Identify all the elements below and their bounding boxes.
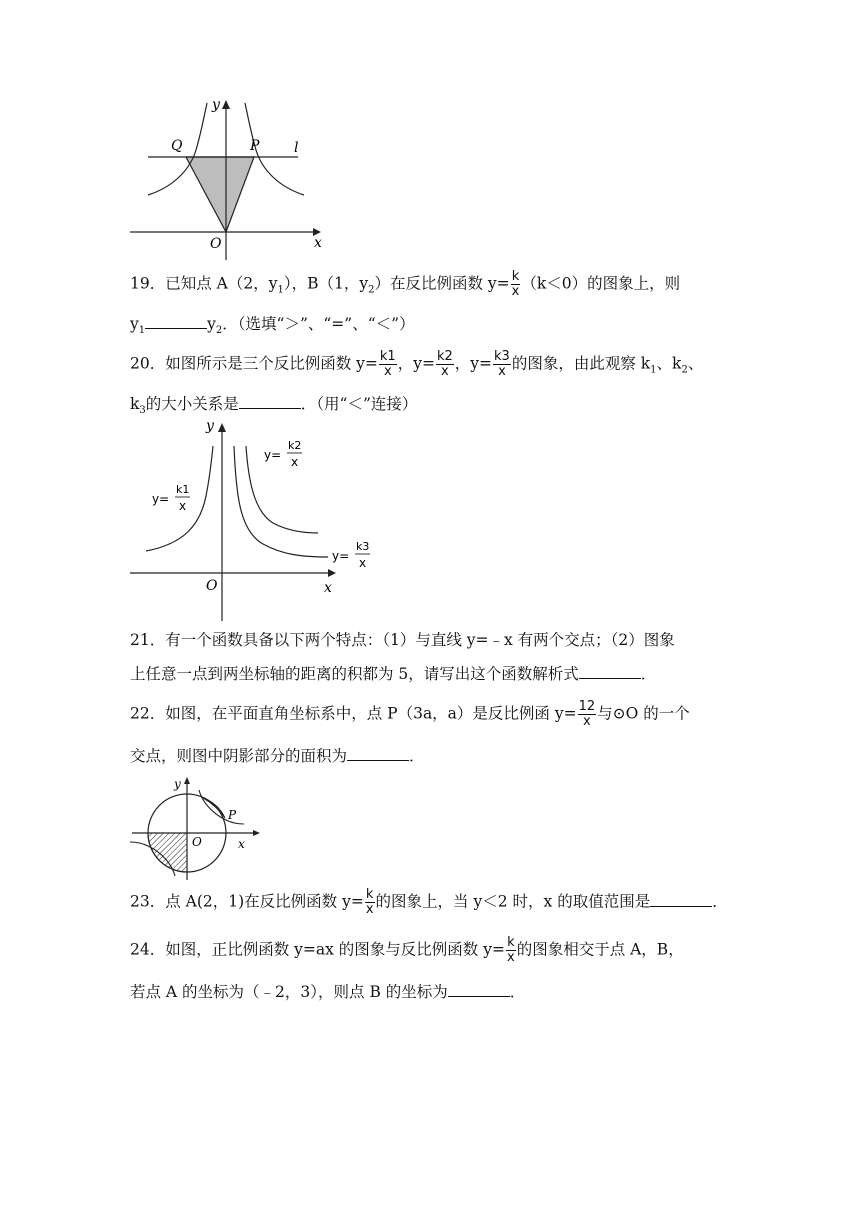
label-x: x [314,235,322,251]
q20-text: k [130,395,140,413]
fraction-k2-over-x: $\frac{k2}{x}$ [436,349,453,379]
q24-text: ． [509,983,526,1001]
q20-text: ，y= [454,354,493,373]
shaded-triangle [186,157,254,232]
q19-text: ）在反比例函数 y= [374,274,510,293]
x-axis-arrow [253,830,260,836]
q21-text: 上任意一点到两坐标轴的距离的积都为 5，请写出这个函数解析式 [130,665,579,683]
label-l: l [294,140,299,156]
fraction-k1-over-x: $\frac{k1}{x}$ [379,349,396,379]
curve-k3 [234,446,328,557]
question-22-line-1 [130,700,690,729]
label-o: O [210,236,222,252]
label-k2-x: x [291,455,299,469]
q22-text: 与⊙O 的一个 [597,704,690,723]
curve-k2 [246,446,318,533]
q21-text: 21．有一个函数具备以下两个特点：（1）与直线 y=﹣x 有两个交点；（2）图象 [130,631,675,649]
q20-text: 的图象，由此观察 k [511,354,651,373]
answer-blank[interactable] [579,662,641,679]
question-21-line-2 [130,662,656,686]
answer-blank[interactable] [239,392,301,409]
question-19-line-1 [130,270,680,303]
answer-blank[interactable] [347,744,409,761]
q20-sub: 2 [681,364,688,376]
q20-sub: 1 [650,364,657,376]
q23-text: 23．点 A(2，1)在反比例函数 y= [130,892,364,911]
q23-text: ． [712,892,728,911]
y-axis-arrow [184,777,190,784]
q19-text: （k＜0）的图象上，则 [521,274,681,293]
question-20-line-1 [130,350,703,383]
hyperbola-first-quadrant [199,790,244,824]
answer-blank[interactable] [448,980,510,997]
q19-sub: 2 [368,284,375,296]
q19-sub: 1 [277,284,284,296]
q19-text: 19．已知点 A（2，y [130,274,278,293]
question-24-line-2 [130,980,525,1004]
y-axis-arrow [222,100,230,109]
question-22-line-2 [130,744,425,768]
label-k3-x: x [359,556,367,570]
q19-text: ），B（1，y [283,274,369,293]
fraction-k-over-x: $\frac{k}{x}$ [365,887,374,917]
label-y: y [174,777,181,791]
q19-text: ．（选填“＞”、“=”、“＜”） [222,315,415,333]
label-p: P [250,138,260,154]
label-x: x [238,837,245,851]
q20-text: 20．如图所示是三个反比例函数 y= [130,354,378,373]
question-24-line-1 [130,936,684,965]
label-y-eq-2: y= [264,448,282,462]
q24-text: 若点 A 的坐标为（﹣2，3），则点 B 的坐标为 [130,983,448,1001]
y-axis-arrow [218,423,226,432]
q22-text: ． [409,747,425,765]
fraction-k3-over-x: $\frac{k3}{x}$ [494,349,510,379]
figure-hyperbola-triangle [128,95,338,265]
label-o: O [192,835,202,849]
fraction-k-over-x: $\frac{k}{x}$ [511,269,520,299]
question-23-line-1 [130,888,728,917]
label-y-eq-3: y= [332,549,350,563]
figure-three-hyperbolas [128,416,388,626]
label-k2: k2 [288,439,302,452]
label-o: O [206,578,218,594]
q20-text: 的大小关系是 [145,395,239,413]
q19-text: y [130,315,139,333]
q24-text: 的图象相交于点 A，B， [516,940,684,959]
fraction-12-over-x: $\frac{12}{x}$ [578,699,596,729]
label-k1-x: x [179,499,187,513]
figure-circle-hyperbola [128,772,268,882]
label-q: Q [171,138,183,154]
q20-sub: 3 [139,405,146,417]
label-k1: k1 [176,483,190,496]
fraction-k-over-x: $\frac{k}{x}$ [506,935,515,965]
label-x: x [324,580,332,596]
q21-text: ． [640,665,657,683]
q22-text: 22．如图，在平面直角坐标系中，点 P（3a，a）是反比例函 y= [130,704,577,723]
q19-sub: 1 [138,325,146,337]
q19-text: y [207,315,216,333]
q20-text: 、 [687,354,704,373]
q24-text: 24．如图，正比例函数 y=ax 的图象与反比例函数 y= [130,940,505,959]
label-p: P [228,808,237,822]
question-21-line-1 [130,628,675,652]
label-k3: k3 [356,540,370,553]
label-y: y [206,418,214,434]
q20-text: 、k [656,354,682,373]
label-y-eq-1: y= [152,492,170,506]
q20-text: ．（用“＜”连接） [300,395,418,413]
question-19-line-2 [130,312,415,343]
q23-text: 的图象上，当 y＜2 时，x 的取值范围是 [375,892,651,911]
q19-sub: 2 [215,325,223,337]
q22-text: 交点，则图中阴影部分的面积为 [130,747,348,765]
answer-blank[interactable] [145,312,207,329]
x-axis-arrow [328,569,336,577]
answer-blank[interactable] [650,890,712,907]
q20-text: ，y= [397,354,435,373]
label-y: y [212,97,220,113]
